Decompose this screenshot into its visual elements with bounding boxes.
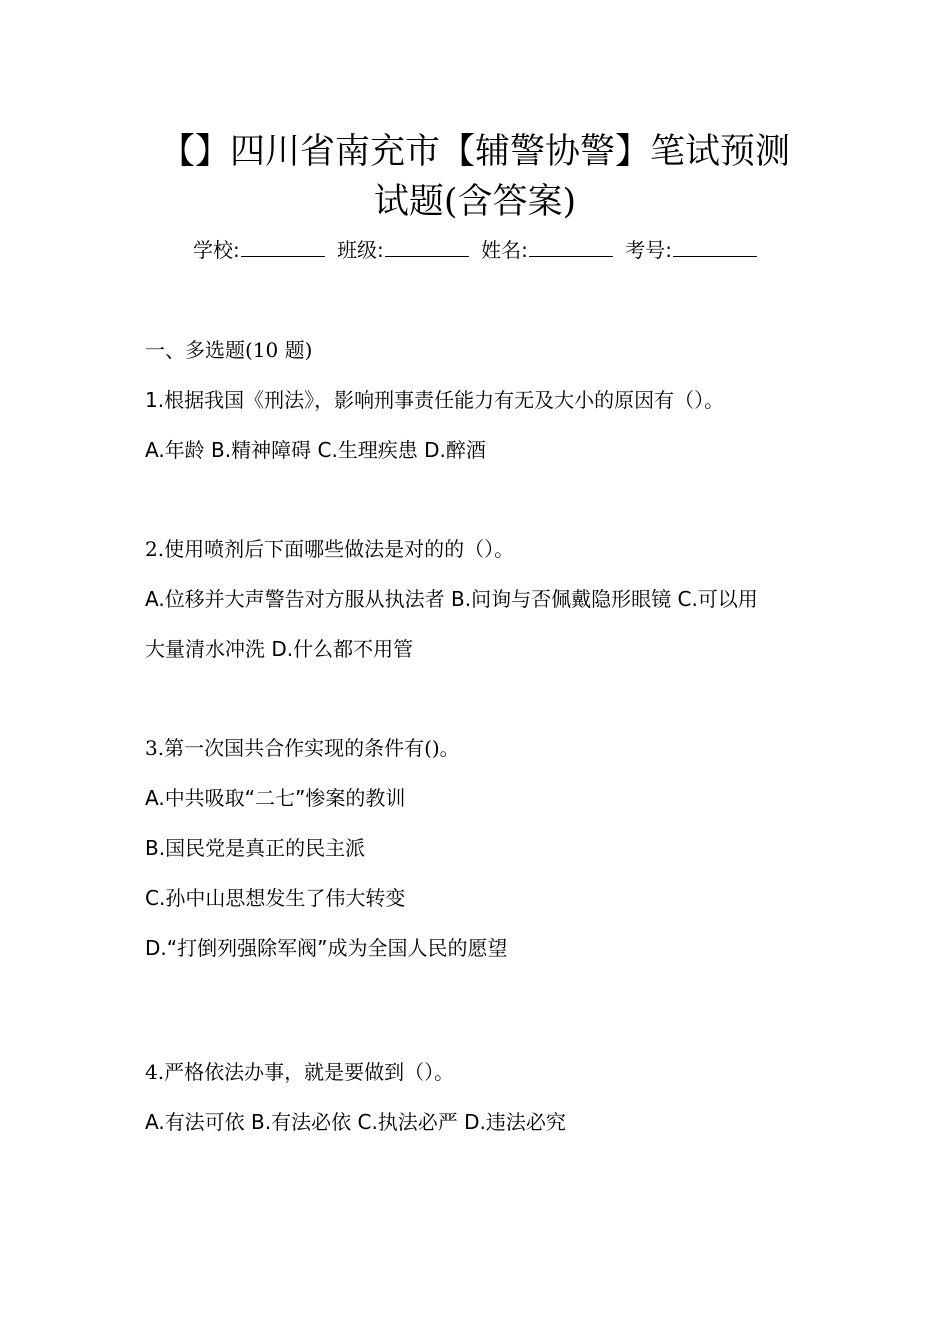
name-label: 姓名: — [481, 238, 528, 262]
question-1-stem: 1.根据我国《刑法》，影响刑事责任能力有无及大小的原因有（）。 — [145, 388, 725, 412]
question-2-stem: 2.使用喷剂后下面哪些做法是对的的（）。 — [145, 537, 515, 561]
exam-no-field — [625, 234, 757, 266]
question-2-options-line-2: 大量清水冲洗 D.什么都不用管 — [145, 637, 414, 661]
document-title-line-1: 【】四川省南充市【辅警协警】笔试预测 — [159, 132, 790, 172]
exam-no-blank — [673, 236, 757, 257]
student-info-row — [60, 234, 890, 266]
question-4-stem: 4.严格依法办事，就是要做到（）。 — [145, 1060, 455, 1084]
question-3-option-b: B.国民党是真正的民主派 — [145, 836, 366, 860]
class-label: 班级: — [337, 238, 384, 262]
question-3-option-d: D.“打倒列强除军阀”成为全国人民的愿望 — [145, 936, 508, 960]
name-blank — [529, 236, 613, 257]
question-3-stem: 3.第一次国共合作实现的条件有()。 — [145, 736, 460, 760]
question-4-options: A.有法可依 B.有法必依 C.执法必严 D.违法必究 — [145, 1110, 566, 1134]
class-blank — [385, 236, 469, 257]
school-label: 学校: — [192, 238, 240, 262]
section-heading: 一、多选题(10 题) — [145, 338, 313, 362]
question-2-options-line-1: A.位移并大声警告对方服从执法者 B.问询与否佩戴隐形眼镜 C.可以用 — [145, 587, 758, 611]
school-blank — [241, 236, 325, 257]
school-field — [193, 234, 325, 266]
exam-no-label: 考号: — [625, 238, 673, 262]
question-1-options: A.年龄 B.精神障碍 C.生理疾患 D.醉酒 — [145, 438, 486, 462]
document-title-line-2: 试题(含答案) — [373, 182, 577, 222]
name-field — [481, 234, 613, 266]
question-3-option-a: A.中共吸取“二七”惨案的教训 — [145, 786, 406, 810]
class-field — [337, 234, 469, 266]
question-3-option-c: C.孙中山思想发生了伟大转变 — [145, 886, 406, 910]
